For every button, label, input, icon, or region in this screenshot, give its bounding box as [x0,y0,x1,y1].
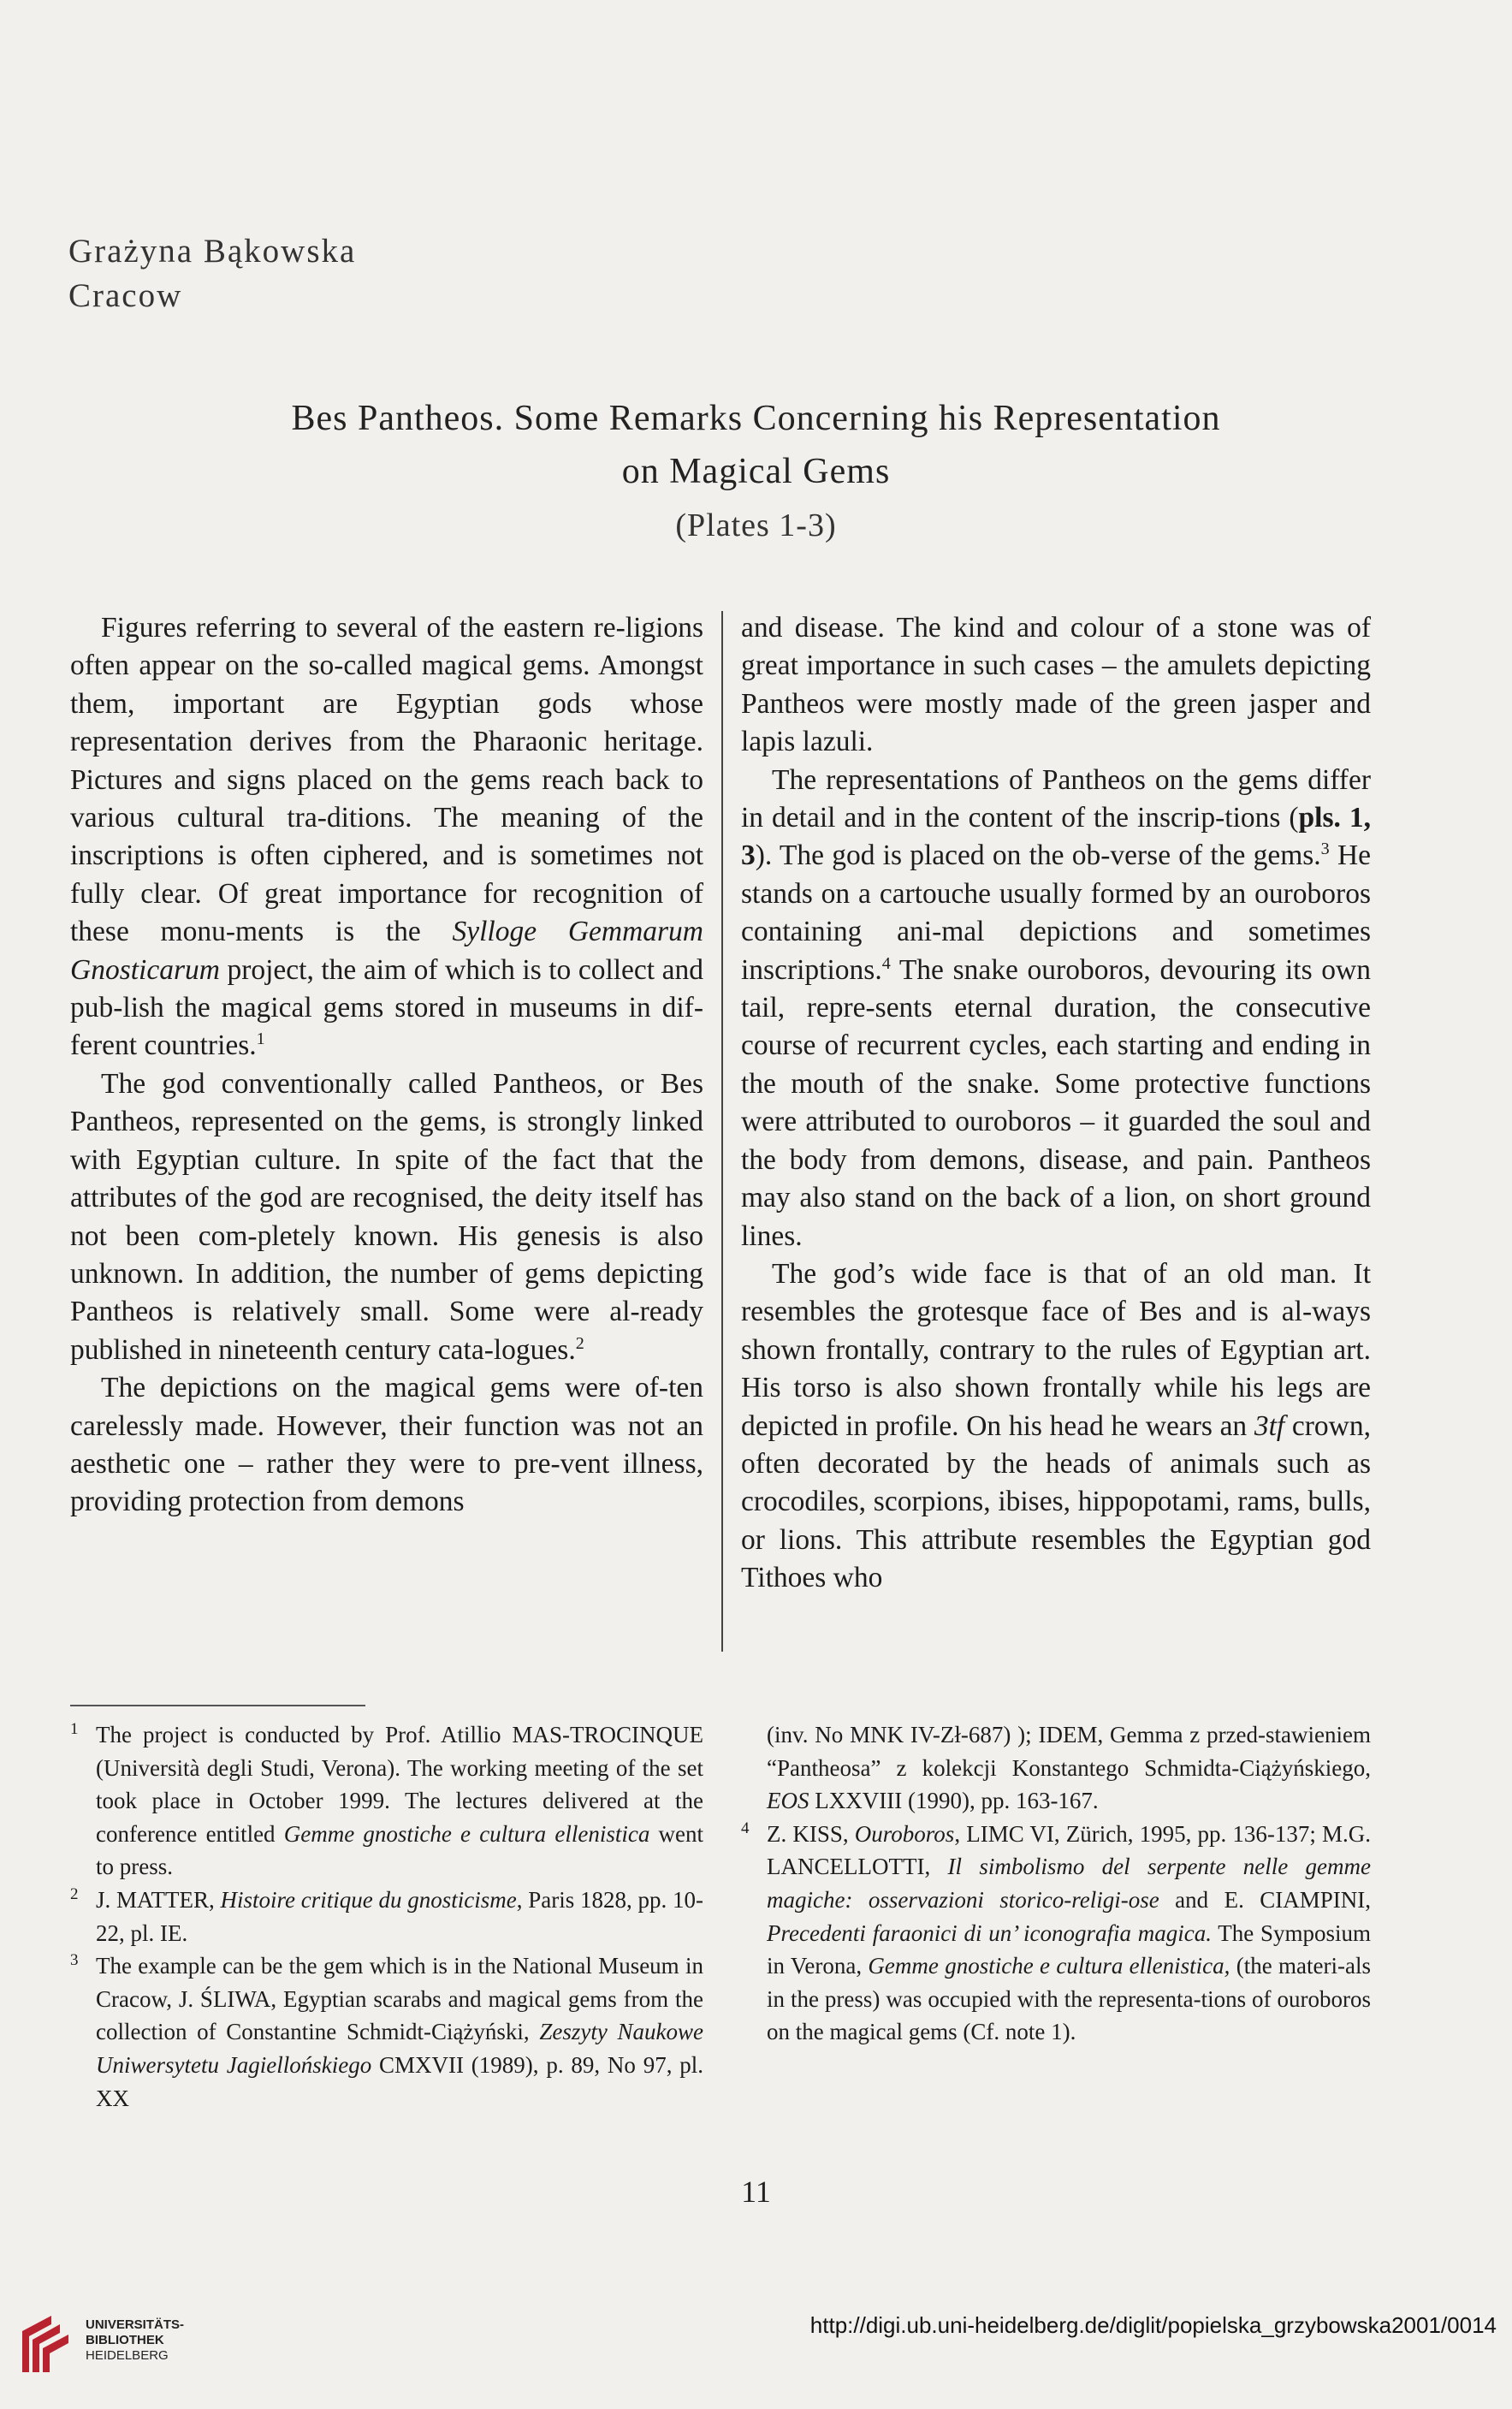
footnote-2 [70,1884,703,1949]
text-run: The Symposium in Verona, [767,1919,1371,1979]
text-run: Figures referring to several of the eastern re-ligions often appear on the so-called magical gems. Amongst them, important are Egyptian gods whose representation derives from the Pharaonic heritage. Pictures and signs placed on the gems reach back to various cultural tra-ditions. The meaning of the inscriptions is often ciphered, and is sometimes not fully clear. Of great importance for recognition of these monu-ments is the [70,612,703,948]
text-run: went to press. [96,1820,703,1880]
title-line-1: Bes Pantheos. Some Remarks Concerning his Representation [291,399,1221,438]
text-run: The god’s wide face is that of an old man. It resembles the grotesque face of Bes and is al-ways shown frontally, contrary to the rules of Egyptian art. His torso is also shown frontally while his legs are depicted in profile. On his head he wears an [741,1257,1371,1442]
library-name-line: BIBLIOTHEK [86,2333,164,2347]
italic-title: EOS [767,1788,809,1814]
footnote-ref: 1 [256,1029,265,1049]
text-run: The project is conducted by Prof. Atillio MAS-TROCINQUE (Università degli Studi, Verona). The working meeting of the set took place in October 1999. The lectures delivered at the conference entitled [96,1722,703,1847]
italic-title: Il simbolismo del serpente nelle gemme magiche: osservazioni storico-religi-ose [767,1854,1372,1913]
italic-title: Gemme gnostiche e cultura ellenistica [283,1820,650,1847]
article-title [0,392,1512,498]
library-logo-icon [17,2312,72,2374]
paragraph [70,609,703,1065]
column-divider [721,611,723,1652]
footer-bar [0,2293,1512,2409]
italic-title: Zeszyty Naukowe Uniwersytetu Jagiellońskiego [96,2019,703,2078]
footnote-3-continued [741,1718,1371,1818]
library-name-line: HEIDELBERG [86,2348,169,2363]
text-run: CMXVII (1989), p. 89, No 97, pl. XX [96,2051,703,2111]
paragraph [70,1369,703,1522]
title-line-2: on Magical Gems [621,452,891,491]
article-subtitle: (Plates 1-3) [675,507,837,543]
body-column-left [70,609,703,1522]
footnote-1 [70,1718,703,1884]
footnote-3 [70,1949,703,2115]
text-run: LXXVIII (1990), pp. 163-167. [809,1788,1099,1814]
author-block [68,229,356,318]
text-run: and E. CIAMPINI, [1159,1886,1371,1913]
source-url-link[interactable]: http://digi.ub.uni-heidelberg.de/diglit/popielska_grzybowska2001/0014 [809,2312,1497,2338]
footnote-number: 4 [741,1819,750,1837]
text-run: J. MATTER, [96,1886,221,1913]
italic-title: Ouroboros [854,1820,955,1847]
text-run: (inv. No MNK IV-Zł-687) ); IDEM, Gemma z przed-stawieniem “Pantheosa” z kolekcji Konstantego Schmidta-Ciążyńskiego, [767,1722,1371,1781]
footnote-ref: 2 [575,1333,584,1353]
text-run: project, the aim of which is to collect and pub-lish the magical gems stored in museums in dif-ferent countries. [70,953,703,1062]
paragraph [70,1065,703,1369]
text-run: crown, often decorated by the heads of animals such as crocodiles, scorpions, ibises, hippopotami, rams, bulls, or lions. This attribute resembles the Egyptian god Tithoes who [741,1409,1371,1594]
footnote-number: 1 [70,1720,79,1738]
text-run: He stands on a cartouche usually formed by an ouroboros containing ani-mal depictions and sometimes inscriptions. [741,840,1372,986]
italic-title: Gemme gnostiche e cultura ellenistica, [868,1953,1230,1979]
text-run: The depictions on the magical gems were of-ten carelessly made. However, their function was not an aesthetic one – rather they were to pre-vent illness, providing protection from demons [70,1372,703,1518]
author-name: Grażyna Bąkowska [68,233,357,270]
library-name-line: UNIVERSITÄTS- [86,2317,185,2332]
footnote-number: 3 [70,1951,79,1970]
italic-title: Precedenti faraonici di un’ iconografia magica. [767,1919,1212,1946]
author-city: Cracow [68,277,183,314]
text-run: (the materi-als in the press) was occupied with the representa-tions of ouroboros on the magical gems (Cf. note 1). [767,1953,1371,2045]
text-run: The example can be the gem which is in the National Museum in Cracow, J. ŚLIWA, Egyptian scarabs and magical gems from the collection of Constantine Schmidt-Ciążyński, [96,1953,703,2045]
plate-reference: pls. 1, 3 [741,802,1371,872]
italic-term: 3tf [1254,1409,1285,1442]
footnotes-right [741,1718,1371,2049]
text-run: ). The god is placed on the ob-verse of the gems. [755,840,1321,872]
text-run: and disease. The kind and colour of a stone was of great importance in such cases – the amulets depicting Pantheos were mostly made of the green jasper and lapis lazuli. [741,612,1371,758]
italic-title: Histoire critique du gnosticisme [220,1886,517,1913]
paragraph [741,762,1371,1255]
footnotes-left [70,1718,703,2115]
footnote-4 [741,1818,1371,2049]
text-run: Z. KISS, [767,1820,855,1847]
text-run: The representations of Pantheos on the gems differ in detail and in the content of the inscrip-tions ( [741,763,1371,834]
text-run: , Paris 1828, pp. 10-22, pl. IE. [96,1886,703,1946]
paragraph [741,1255,1371,1598]
italic-title: Sylloge Gemmarum Gnosticarum [70,916,704,986]
page-number: 11 [741,2175,771,2209]
footnote-ref: 4 [881,953,891,973]
text-run: , LIMC VI, Zürich, 1995, pp. 136-137; M.G. LANCELLOTTI, [767,1820,1371,1880]
footnote-number: 2 [70,1884,79,1903]
text-run: The god conventionally called Pantheos, or Bes Pantheos, represented on the gems, is strongly linked with Egyptian culture. In spite of the fact that the attributes of the god are recognised, the deity itself has not been com-pletely known. His genesis is also unknown. In addition, the number of gems depicting Pantheos is relatively small. Some were al-ready published in nineteenth century cata-logues. [70,1067,703,1366]
text-run: The snake ouroboros, devouring its own tail, repre-sents eternal duration, the consecutive course of recurrent cycles, each starting and ending in the mouth of the snake. Some protective functions were attributed to ouroboros – it guarded the soul and the body from demons, disease, and pain. Pantheos may also stand on the back of a lion, on short ground lines. [741,953,1371,1252]
library-name [86,2317,184,2364]
footnote-divider [70,1705,365,1706]
paragraph [741,609,1371,762]
footnote-ref: 3 [1320,840,1330,859]
body-column-right [741,609,1371,1598]
